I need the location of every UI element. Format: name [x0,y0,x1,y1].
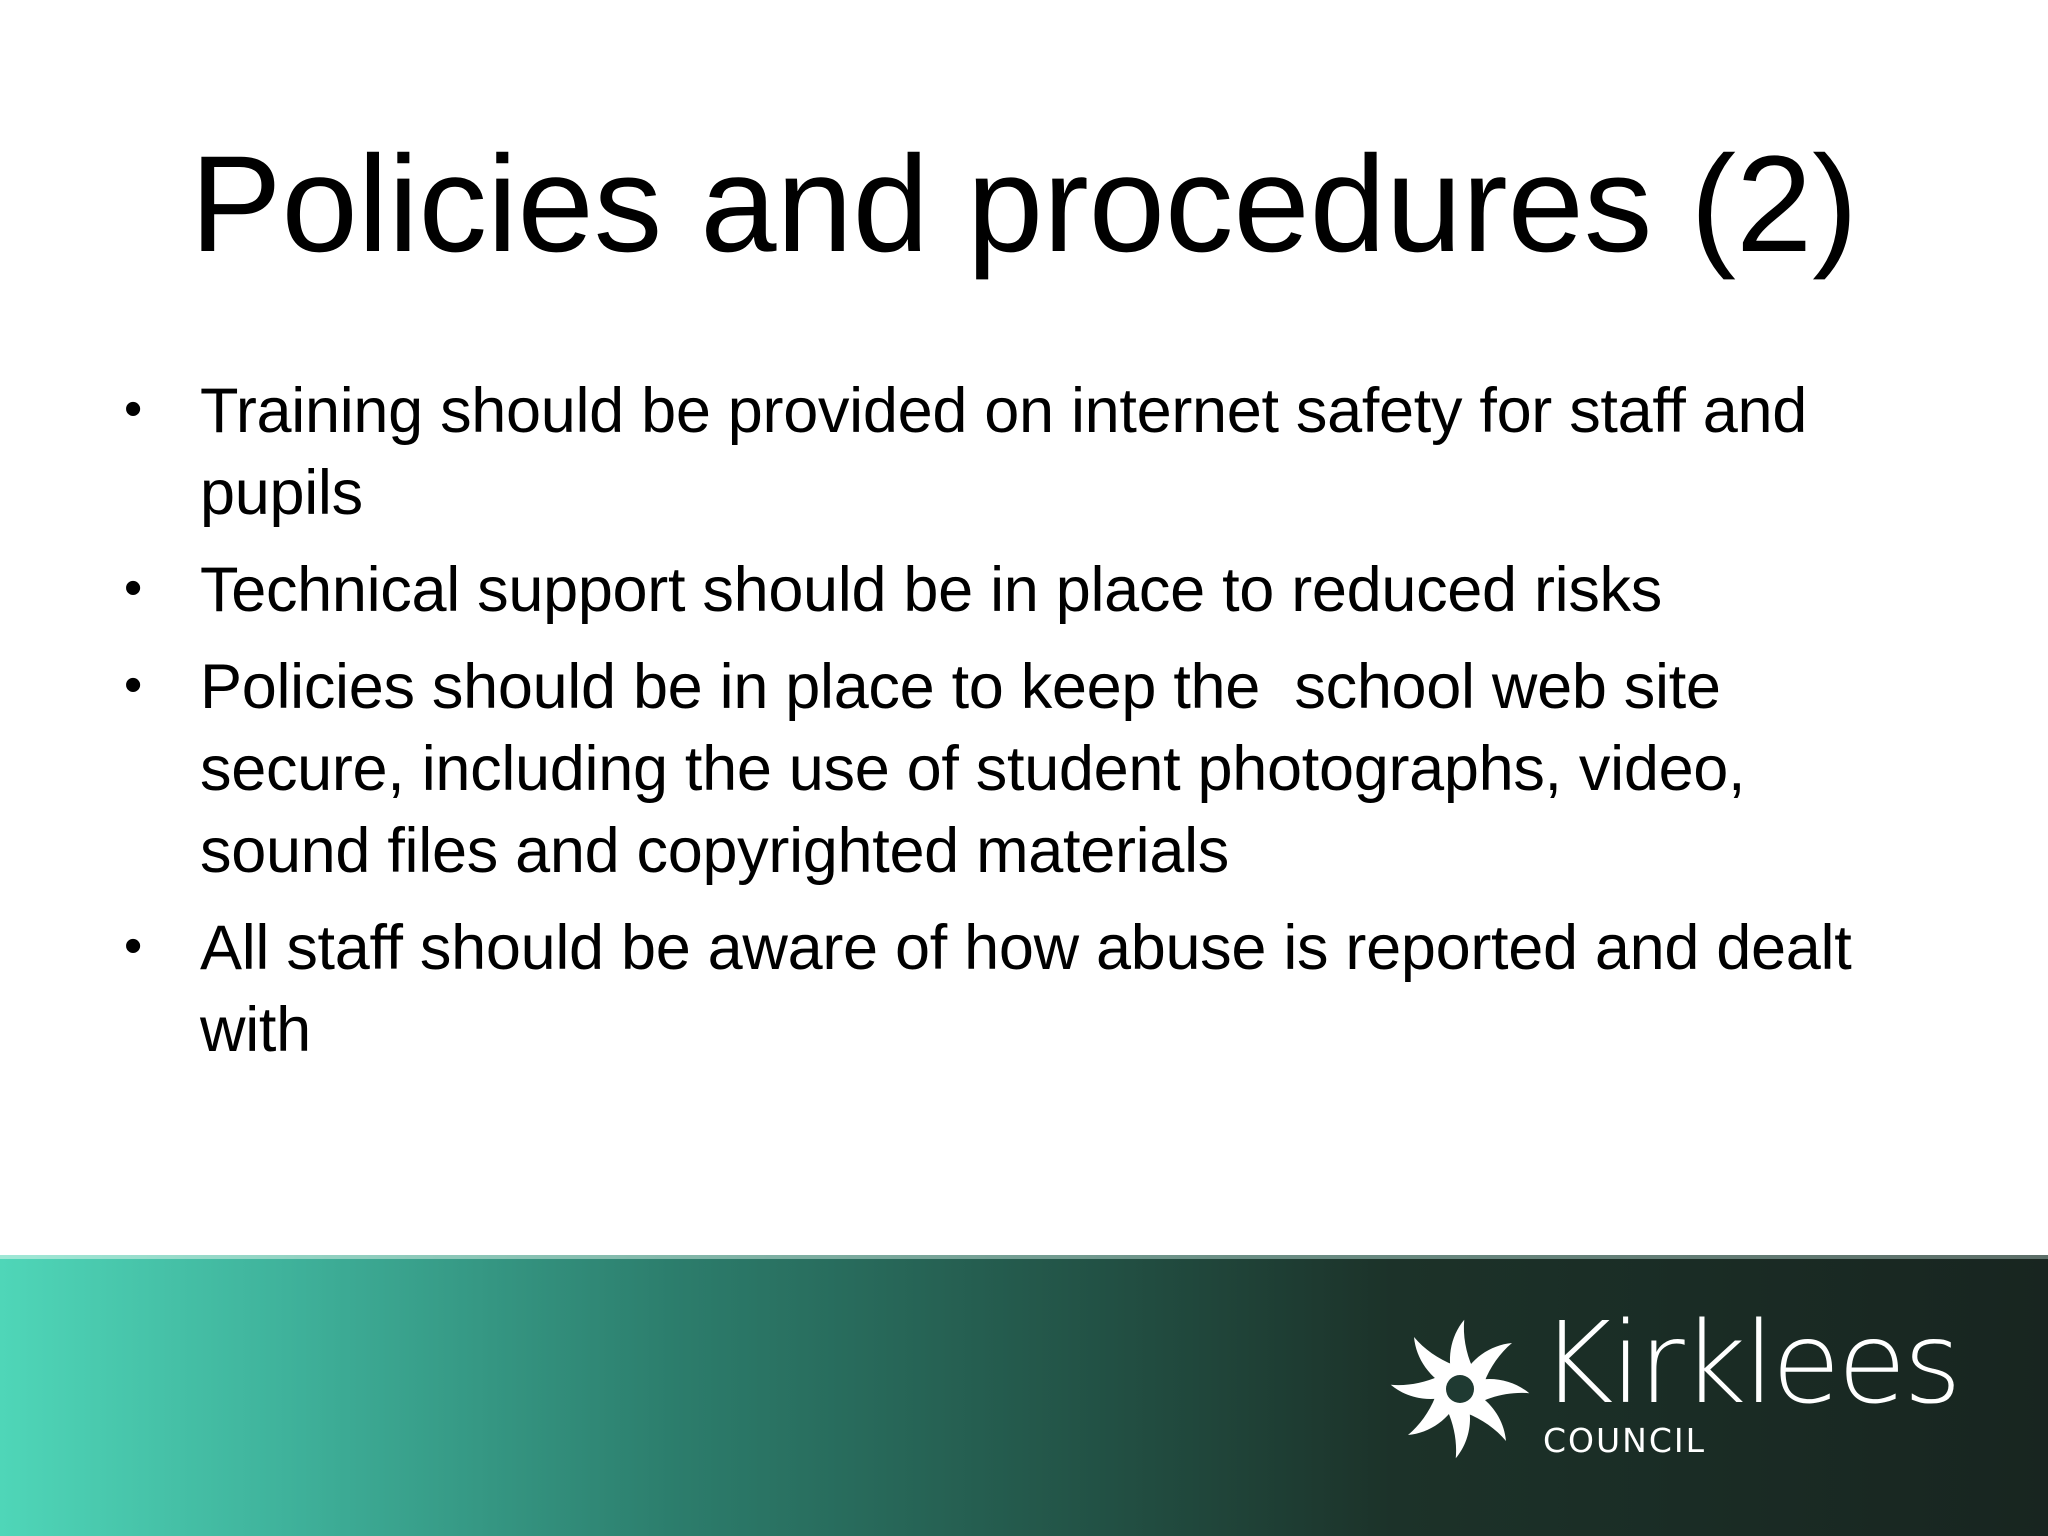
kirklees-swirl-icon [1390,1319,1530,1459]
bullet-text: Training should be provided on internet safety for staff and pupils [200,376,1808,528]
bullet-text: All staff should be aware of how abuse is reported and dealt with [200,913,1852,1065]
bullet-item [0,549,1900,631]
bullet-text: Policies should be in place to keep the school web site secure, including the use of student photographs, video, sound files and copyrighted materials [200,652,1763,886]
slide-title: Policies and procedures (2) [190,128,1858,281]
bullet-icon: • [124,656,142,714]
bullet-icon: • [124,917,142,975]
bullet-item [0,646,1900,892]
footer-divider [0,1255,2048,1259]
bullet-text: Technical support should be in place to reduced risks [200,555,1662,625]
bullet-list [0,370,2048,1086]
bullet-item [0,907,1900,1071]
bullet-item [0,370,1900,534]
logo-subtitle: COUNCIL [1543,1421,1707,1460]
bullet-icon: • [124,559,142,617]
bullet-icon: • [124,380,142,438]
logo-name: Kirklees [1540,1299,1959,1429]
kirklees-council-logo [1390,1299,1959,1475]
